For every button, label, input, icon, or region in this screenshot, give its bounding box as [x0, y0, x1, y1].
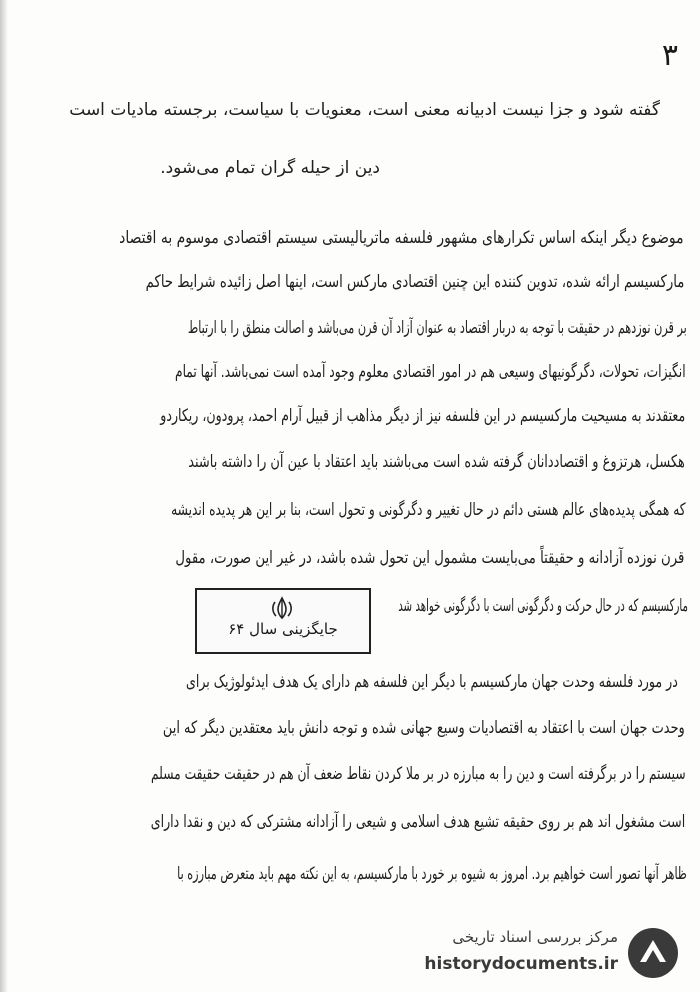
text-line-8: هکسل، هرتزوغ و اقتصاددانان گرفته شده است می‌باشند باید اعتقاد با عین آن را داشته باشند	[188, 452, 685, 472]
text-line-16: ظاهر آنها تصور است خواهیم برد. امروز به شیوه بر خورد با مارکسیسم، به این نکته مهم باید متعرض مبارزه با	[177, 864, 687, 884]
text-line-13: وحدت جهان است با اعتقاد به اقتصادیات وسیع جهانی شده و توجه دانش باید معتقدین دیگر که این	[162, 718, 685, 738]
iran-emblem-icon	[267, 596, 297, 620]
stamp-text: جایگزینی سال ۶۴	[228, 620, 338, 638]
text-line-2: دین از حیله گران تمام می‌شود.	[160, 158, 380, 178]
text-line-14: سیستم را در برگرفته است و دین را به مبارزه در بر ملا کردن نقاط ضعف آن هم در حقیقت حقیقت مسلم	[151, 764, 686, 784]
text-line-11: مارکسیسم که در حال حرکت و دگرگونی است با دگرگونی خواهد شد	[398, 596, 688, 616]
page-number: ۳	[661, 38, 678, 73]
stamp-box	[195, 588, 371, 654]
text-line-9: که همگی پدیده‌های عالم هستی دائم در حال تغییر و دگرگونی و تحول است، بنا بر این هر پدیده اندیشه	[171, 500, 686, 520]
text-line-5: بر قرن نوزدهم در حقیقت با توجه به دربار اقتصاد به عنوان آزاد آن قرن می‌باشد و اصالت منطق را با ارتباط	[187, 318, 687, 338]
archive-logo-icon	[626, 926, 680, 980]
text-line-12: در مورد فلسفه وحدت جهان مارکسیسم با دیگر این فلسفه هم دارای یک هدف ایدئولوژیک برای	[186, 672, 678, 692]
text-line-10: قرن نوزده آزادانه و حقیقتاً می‌بایست مشمول این تحول شده باشد، در غیر این صورت، مقول	[175, 548, 685, 568]
text-line-15: است مشغول اند هم بر روی حقیقه تشیع هدف اسلامی و شیعی را آزادانه مشترکی که دین و نقدا دارای	[150, 812, 686, 832]
watermark-title: مرکز بررسی اسناد تاریخی	[452, 928, 618, 946]
text-line-4: مارکسیسم ارائه شده، تدوین کننده این چنین اقتصادی مارکس است، اینها اصل زائیده شرایط حاکم	[145, 272, 685, 292]
watermark-url: historydocuments.ir	[424, 954, 618, 974]
scan-edge	[0, 0, 8, 992]
text-line-7: معتقدند به مسیحیت مارکسیسم در این فلسفه نیز از دیگر مذاهب از قبیل آرام احمد، پرودون، ریکاردو	[160, 406, 686, 426]
watermark	[380, 922, 680, 984]
text-line-1: گفته شود و جزا نیست ادبیانه معنی است، معنویات با سیاست، برجسته مادیات است	[69, 100, 660, 120]
text-line-6: انگیزات، تحولات، دگرگونیهای وسیعی هم در امور اقتصادی معلوم وجود آمده است نمی‌باشد. آنها تمام	[174, 362, 686, 382]
text-line-3: موضوع دیگر اینکه اساس تکرارهای مشهور فلسفه ماتریالیستی سیستم اقتصادی موسوم به اقتصاد	[119, 228, 684, 248]
